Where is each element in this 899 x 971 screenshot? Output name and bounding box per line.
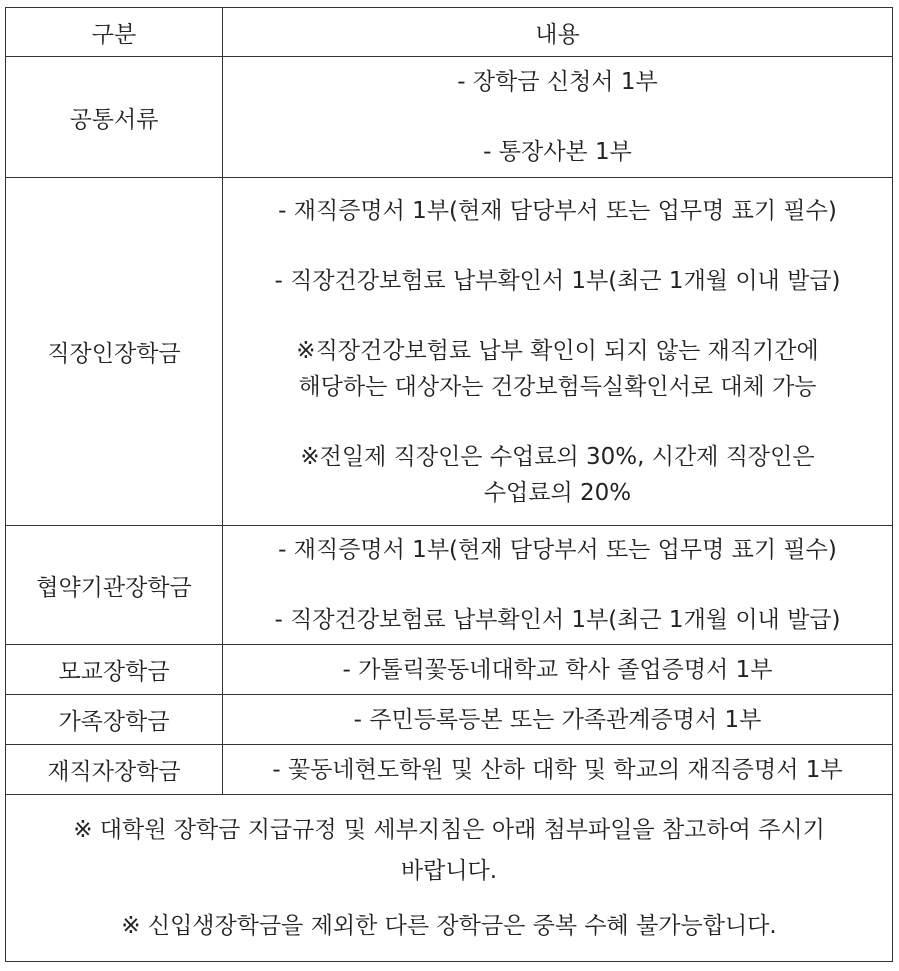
table-row	[6, 178, 893, 526]
notes-cell	[6, 795, 893, 962]
content-line: - 직장건강보험료 납부확인서 1부(최근 1개월 이내 발급)	[274, 267, 841, 294]
row-content	[223, 695, 893, 745]
header-content: 내용	[223, 8, 893, 57]
content-line: - 주민등록등본 또는 가족관계증명서 1부	[353, 706, 762, 733]
row-category: 재직자장학금	[6, 745, 223, 795]
content-line: - 가톨릭꽃동네대학교 학사 졸업증명서 1부	[342, 656, 773, 683]
content-line: - 꽃동네현도학원 및 산하 대학 및 학교의 재직증명서 1부	[272, 756, 843, 783]
row-category: 모교장학금	[6, 645, 223, 695]
row-content	[223, 745, 893, 795]
content-line: - 장학금 신청서 1부	[457, 69, 658, 95]
row-content	[223, 178, 893, 526]
content-line: - 재직증명서 1부(현재 담당부서 또는 업무명 표기 필수)	[278, 537, 837, 563]
table-header-row	[6, 8, 893, 57]
row-category: 가족장학금	[6, 695, 223, 745]
content-line: - 직장건강보험료 납부확인서 1부(최근 1개월 이내 발급)	[274, 607, 841, 633]
content-line: ※전일제 직장인은 수업료의 30%, 시간제 직장인은	[300, 443, 815, 470]
table-row	[6, 57, 893, 178]
notes-row	[6, 795, 893, 962]
row-content	[223, 645, 893, 695]
row-content	[223, 57, 893, 178]
row-content	[223, 526, 893, 645]
header-category: 구분	[6, 8, 223, 57]
table-row	[6, 745, 893, 795]
content-line: - 통장사본 1부	[483, 139, 632, 165]
table-row	[6, 526, 893, 645]
content-line: 해당하는 대상자는 건강보험득실확인서로 대체 가능	[298, 373, 817, 400]
note-line: 바랍니다.	[400, 857, 498, 884]
content-line: - 재직증명서 1부(현재 담당부서 또는 업무명 표기 필수)	[278, 197, 837, 224]
table-row	[6, 695, 893, 745]
scholarship-documents-table	[5, 7, 893, 962]
note-line: ※ 대학원 장학금 지급규정 및 세부지침은 아래 첨부파일을 참고하여 주시기	[73, 816, 825, 843]
note-line: ※ 신입생장학금을 제외한 다른 장학금은 중복 수혜 불가능합니다.	[121, 912, 777, 939]
table-row	[6, 645, 893, 695]
row-category: 직장인장학금	[6, 178, 223, 526]
content-line: ※직장건강보험료 납부 확인이 되지 않는 재직기간에	[296, 337, 819, 364]
row-category: 협약기관장학금	[6, 526, 223, 645]
content-line: 수업료의 20%	[483, 479, 632, 506]
row-category: 공통서류	[6, 57, 223, 178]
